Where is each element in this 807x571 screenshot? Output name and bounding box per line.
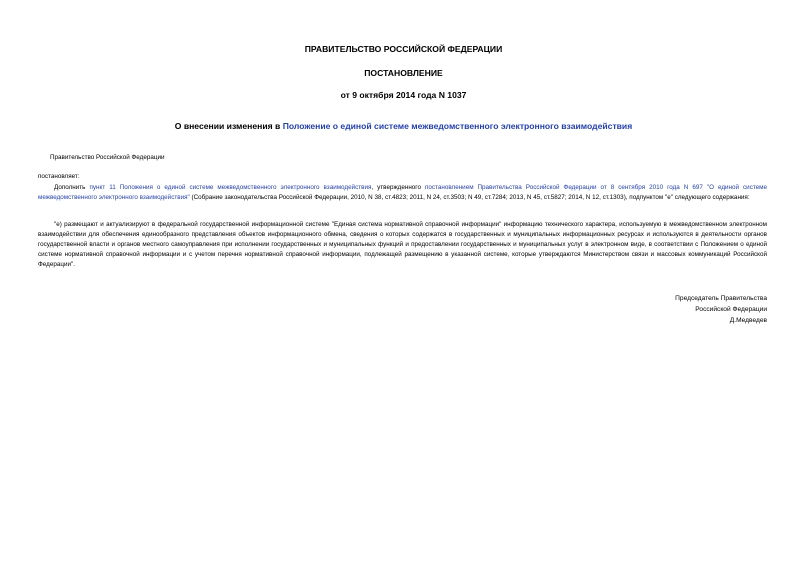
decree-word: постановляет:: [38, 173, 80, 180]
document-date-number: от 9 октября 2014 года N 1037: [340, 90, 467, 100]
amend-text-3: (Собрание законодательства Российской Федерации, 2010, N 38, ст.4823; 2011, N 24, ст.3503; N 49, ст.7284; 2013, N 45, ст.5827; 2014, N 12, ст.1303), подпунктом "е" следующего содержания:: [189, 194, 750, 201]
signatory-country: Российской Федерации: [695, 306, 767, 313]
document-title: [0, 121, 807, 132]
quoted-subclause: "е) размещают и актуализируют в федеральной государственной информационной системе "Единая система нормативной справочной информации" информацию технического характера, используемую в межведомственном электронном взаимодействии для обеспечения единообразного представления объектов информационного обмена, сведения о которых содержатся в государственных и муниципальных информационных ресурсах и используются в деятельности органов государственной власти и органов местного самоуправления при исполнении государственных и муниципальных функций и предоставлении государственных и муниципальных услуг в электронном виде, в соответствии с Положением о единой системе нормативной справочной информации и с учетом перечня нормативной справочной информации, подлежащей размещению в указанной системе, которые утверждаются Министерством связи и массовых коммуникаций Российской Федерации".: [38, 221, 767, 268]
intro-text: Правительство Российской Федерации: [50, 154, 165, 161]
clause-11-link[interactable]: пункт 11 Положения о единой системе межведомственного электронного взаимодействия: [89, 184, 372, 191]
amend-text-1: Дополнить: [54, 184, 90, 191]
amendment-paragraph: [38, 183, 767, 203]
resolution-697-link[interactable]: постановлением Правительства Российской Федерации от 8 сентября 2010 года N 697 "О единой системе межведомственного электронного взаимодействия": [38, 184, 767, 201]
issuing-authority: ПРАВИТЕЛЬСТВО РОССИЙСКОЙ ФЕДЕРАЦИИ: [304, 44, 503, 54]
signatory-title: Председатель Правительства: [675, 295, 767, 302]
amend-text-2: , утвержденного: [371, 184, 425, 191]
title-regulation-link[interactable]: Положение о единой системе межведомственного электронного взаимодействия: [282, 121, 633, 131]
signatory-name: Д.Медведев: [729, 317, 767, 324]
document-type: ПОСТАНОВЛЕНИЕ: [364, 68, 443, 78]
title-prefix: О внесении изменения в: [174, 121, 283, 131]
